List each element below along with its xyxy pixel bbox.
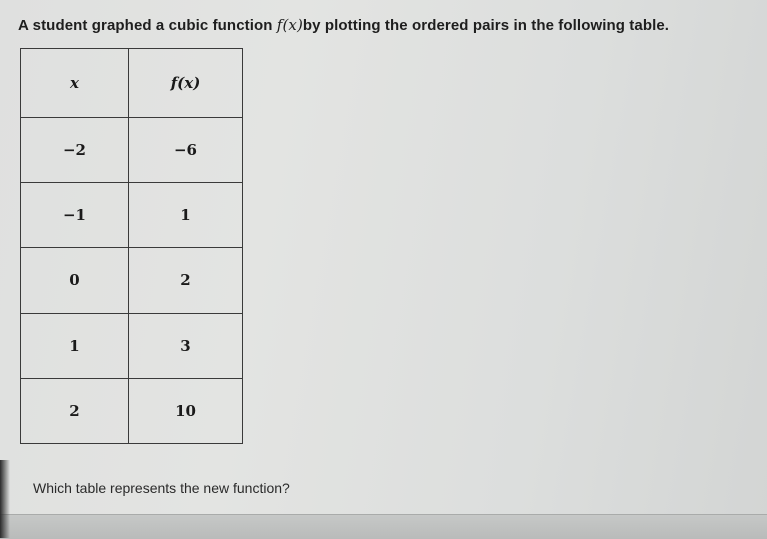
cell-x: 2 [21, 378, 129, 443]
cell-fx: 2 [129, 248, 243, 313]
cell-x: 0 [21, 248, 129, 313]
bottom-divider [0, 514, 767, 539]
table-header-row [21, 49, 243, 118]
header-fx: f(x) [129, 49, 243, 118]
table-row [21, 313, 243, 378]
function-values-table [20, 48, 243, 444]
problem-statement [18, 16, 669, 34]
prompt-text-before: A student graphed a cubic function [18, 17, 277, 34]
cell-x: −1 [21, 183, 129, 248]
question-text: Which table represents the new function? [33, 480, 290, 496]
header-x: x [21, 49, 129, 118]
cell-x: −2 [21, 118, 129, 183]
table-row [21, 118, 243, 183]
table-row [21, 248, 243, 313]
cell-fx: 3 [129, 313, 243, 378]
edge-shadow [0, 460, 10, 538]
cell-fx: 10 [129, 378, 243, 443]
cell-fx: 1 [129, 183, 243, 248]
cell-x: 1 [21, 313, 129, 378]
table-row [21, 183, 243, 248]
function-notation: f(x) [276, 16, 303, 34]
cell-fx: −6 [129, 118, 243, 183]
table-row [21, 378, 243, 443]
prompt-text-after: by plotting the ordered pairs in the following table. [302, 17, 670, 34]
